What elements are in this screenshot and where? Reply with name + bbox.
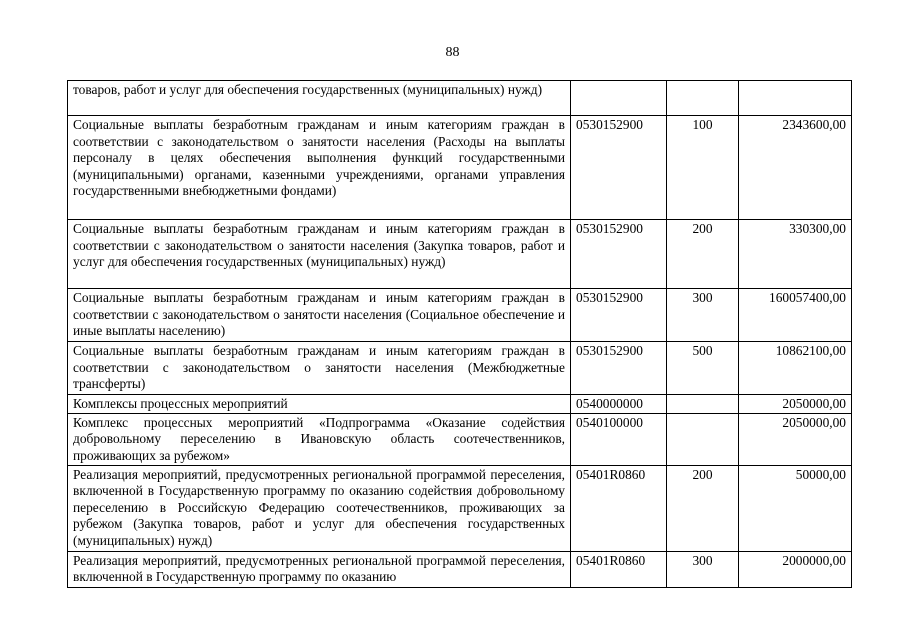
row-description: Социальные выплаты безработным гражданам и иным категориям граждан в соответствии с законодательством о занятости населения (Расходы на выплаты персоналу в целях обеспечения выполнения функций государственными (муниципальными) органами, казенными учреждениями, органами управления государственными внебюджетными фондами) (68, 116, 571, 220)
row-description: Реализация мероприятий, предусмотренных региональной программой переселения, включенной в Государственную программу по оказанию (68, 551, 571, 587)
row-target-code: 0540000000 (571, 395, 667, 414)
row-amount: 330300,00 (739, 220, 852, 289)
table-row (68, 551, 852, 587)
row-expense-type: 500 (667, 342, 739, 395)
row-expense-type: 200 (667, 465, 739, 551)
row-target-code: 0540100000 (571, 413, 667, 465)
row-amount: 160057400,00 (739, 289, 852, 342)
row-expense-type: 200 (667, 220, 739, 289)
row-target-code (571, 81, 667, 116)
row-amount: 2050000,00 (739, 395, 852, 414)
table-row (68, 395, 852, 414)
row-description: Реализация мероприятий, предусмотренных региональной программой переселения, включенной в Государственную программу по оказанию содействия добровольному переселению в Российскую Федерацию соотечественников, проживающих за рубежом (Закупка товаров, работ и услуг для обеспечения государственных (муниципальных) нужд) (68, 465, 571, 551)
row-amount: 50000,00 (739, 465, 852, 551)
table-row (68, 289, 852, 342)
row-description: Комплексы процессных мероприятий (68, 395, 571, 414)
row-expense-type: 100 (667, 116, 739, 220)
row-description: Социальные выплаты безработным гражданам и иным категориям граждан в соответствии с законодательством о занятости населения (Закупка товаров, работ и услуг для обеспечения государственных (муниципальных) нужд) (68, 220, 571, 289)
row-expense-type: 300 (667, 551, 739, 587)
row-description: Социальные выплаты безработным гражданам и иным категориям граждан в соответствии с законодательством о занятости населения (Социальное обеспечение и иные выплаты населению) (68, 289, 571, 342)
table-row (68, 465, 852, 551)
row-amount: 2050000,00 (739, 413, 852, 465)
table-row (68, 413, 852, 465)
row-target-code: 05401R0860 (571, 551, 667, 587)
row-amount: 10862100,00 (739, 342, 852, 395)
table-row (68, 81, 852, 116)
row-expense-type (667, 413, 739, 465)
table-row (68, 116, 852, 220)
row-description: товаров, работ и услуг для обеспечения государственных (муниципальных) нужд) (68, 81, 571, 116)
row-description: Социальные выплаты безработным гражданам и иным категориям граждан в соответствии с законодательством о занятости населения (Межбюджетные трансферты) (68, 342, 571, 395)
row-expense-type (667, 81, 739, 116)
page-number: 88 (445, 45, 460, 60)
row-amount (739, 81, 852, 116)
table-row (68, 220, 852, 289)
row-target-code: 0530152900 (571, 220, 667, 289)
table-row (68, 342, 852, 395)
row-description: Комплекс процессных мероприятий «Подпрограмма «Оказание содействия добровольному переселению в Ивановскую область соотечественников, проживающих за рубежом» (68, 413, 571, 465)
row-expense-type: 300 (667, 289, 739, 342)
budget-table (67, 80, 852, 588)
row-target-code: 0530152900 (571, 289, 667, 342)
row-target-code: 05401R0860 (571, 465, 667, 551)
row-expense-type (667, 395, 739, 414)
row-amount: 2343600,00 (739, 116, 852, 220)
row-target-code: 0530152900 (571, 116, 667, 220)
row-target-code: 0530152900 (571, 342, 667, 395)
row-amount: 2000000,00 (739, 551, 852, 587)
